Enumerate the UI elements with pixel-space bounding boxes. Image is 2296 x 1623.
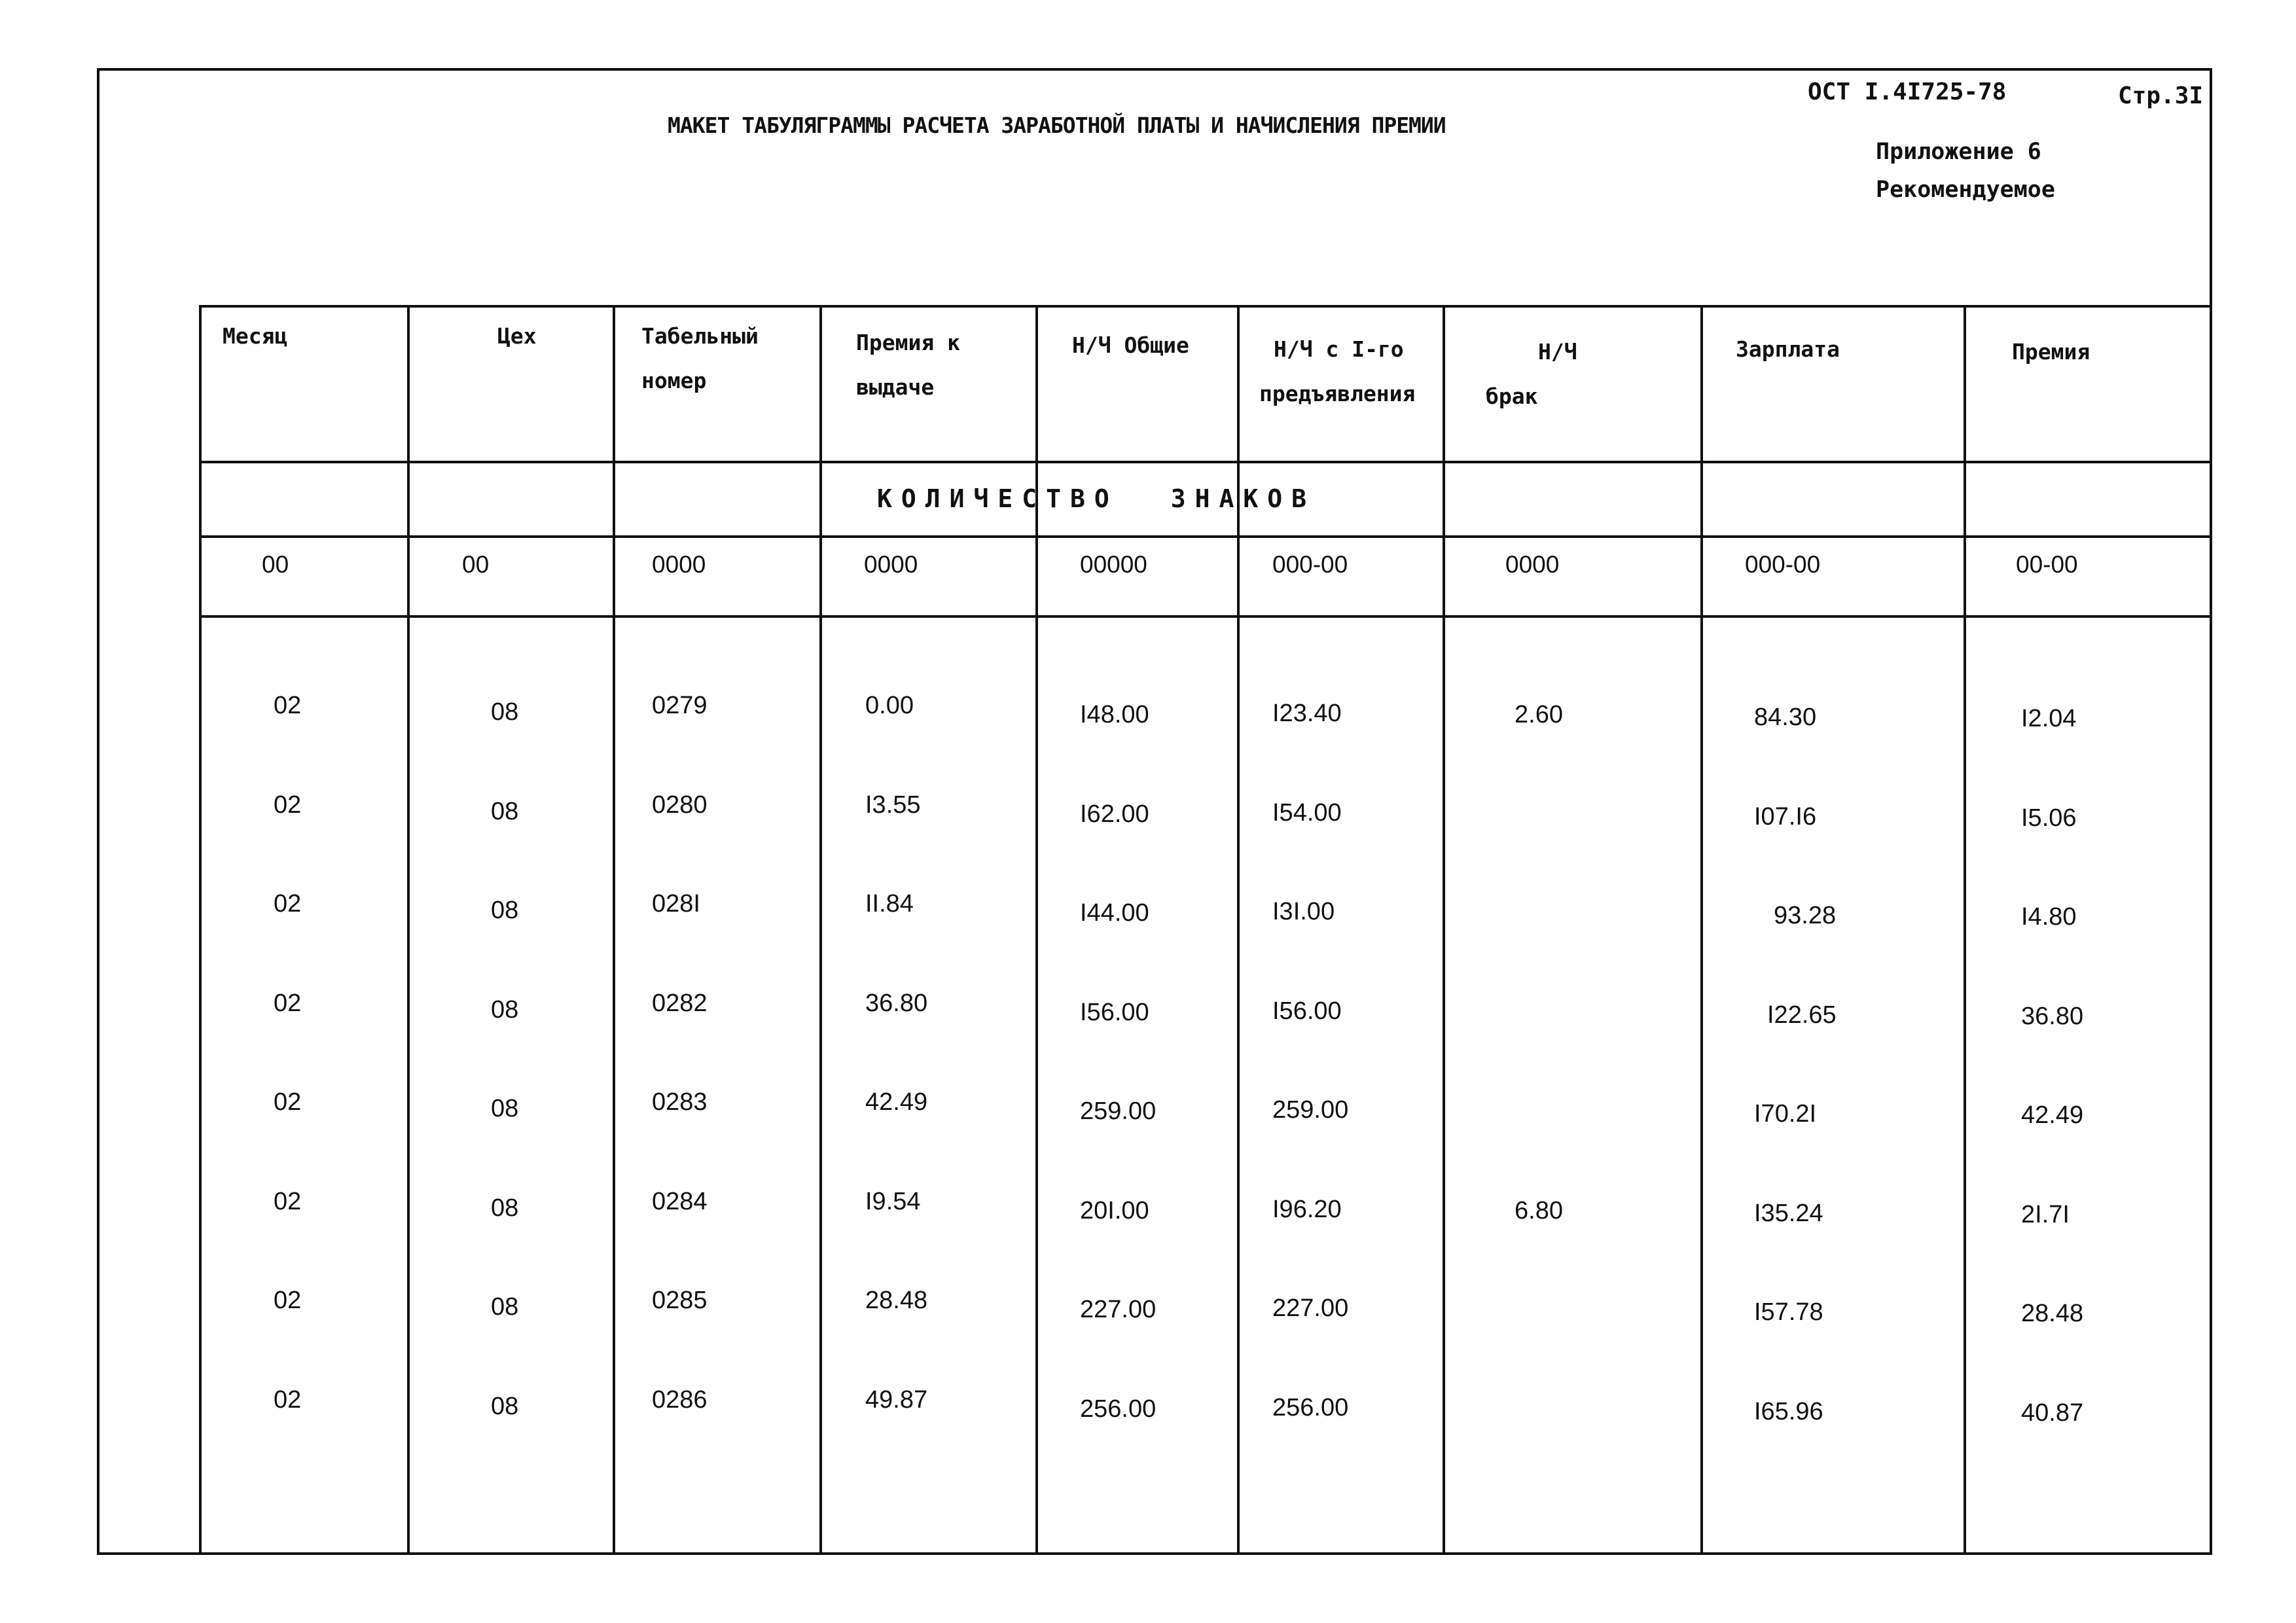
table-cell: I35.24 [1754,1199,1823,1227]
table-cell: 227.00 [1080,1296,1157,1323]
table-cell: 02 [274,791,302,819]
standard-number: ОСТ I.4I725-78 [1808,79,2007,105]
table-cell: I5.06 [2021,804,2077,832]
table-top-rule [199,305,2212,308]
appendix-label: Приложение 6 [1876,139,2041,165]
format-shop: 00 [462,551,490,578]
column-salary-values [1754,635,1837,1461]
table-cell: 08 [491,1194,519,1222]
table-cell: 08 [491,897,519,924]
column-rule [199,305,202,1555]
table-cell: 256.00 [1080,1395,1157,1423]
table-cell: 256.00 [1272,1393,1349,1421]
column-bonus-payout-values [865,623,927,1450]
table-cell: I4.80 [2021,903,2077,931]
table-cell: I23.40 [1272,700,1342,727]
format-tab-number: 0000 [652,551,706,578]
table-cell: I57.78 [1754,1298,1823,1326]
table-cell: 08 [491,1095,519,1122]
table-cell: 02 [274,1187,302,1215]
col-header-bonus: Премия [2012,339,2090,365]
table-cell: I70.2I [1754,1100,1817,1128]
table-cell: II.84 [865,890,914,918]
table-cell: I3I.00 [1272,898,1335,925]
table-cell: 93.28 [1774,902,1837,929]
format-bonus-payout: 0000 [864,551,918,578]
table-cell: 0285 [652,1287,708,1314]
table-cell: 20I.00 [1080,1196,1149,1224]
format-bonus: 00-00 [2016,551,2078,578]
table-cell [1515,996,1563,1029]
table-cell [1515,798,1563,831]
table-cell: I62.00 [1080,800,1149,828]
table-cell: I07.I6 [1754,802,1817,830]
format-row-bottom-rule [199,615,2212,618]
table-cell: 227.00 [1272,1294,1349,1322]
col-header-salary: Зарплата [1736,336,1840,362]
table-cell: 0280 [652,791,708,819]
table-cell: 0282 [652,989,708,1017]
table-cell: I65.96 [1754,1397,1823,1425]
col-header-nh-first: Н/Ч с I-го предъявления [1259,336,1416,406]
table-cell: I56.00 [1080,998,1149,1026]
col-header-shop: Цех [497,323,537,349]
table-cell: 02 [274,989,302,1017]
table-cell: 02 [274,1088,302,1116]
document-title: МАКЕТ ТАБУЛЯГРАММЫ РАСЧЕТА ЗАРАБОТНОЙ ПЛАТЫ И НАЧИСЛЕНИЯ ПРЕМИИ [668,113,1446,138]
column-rule [819,305,822,1555]
table-cell: 0.00 [865,692,914,719]
table-cell: 08 [491,1293,519,1321]
table-cell: I22.65 [1767,1001,1837,1029]
table-cell: 028I [652,890,700,918]
table-cell [1515,1095,1563,1128]
column-rule [613,305,615,1555]
format-month: 00 [262,551,289,578]
table-cell: 02 [274,890,302,918]
table-cell [1515,1293,1563,1327]
table-cell: 0279 [652,692,708,719]
table-cell: 28.48 [2021,1300,2084,1327]
table-cell [1515,897,1563,930]
column-tab-number-values [652,623,708,1450]
table-cell: 42.49 [2021,1101,2084,1129]
table-cell: 259.00 [1080,1097,1157,1125]
table-cell: 0283 [652,1088,708,1116]
table-cell: I2.04 [2021,705,2077,732]
table-cell: 49.87 [865,1385,928,1414]
column-shop-values [491,630,518,1456]
table-cell: 0284 [652,1187,708,1215]
column-nh-defect-values [1515,632,1563,1459]
column-rule [407,305,410,1555]
table-cell: 02 [274,692,302,719]
table-cell: 2I.7I [2021,1200,2070,1228]
header-bottom-rule [199,461,2212,463]
sign-count-label: КОЛИЧЕСТВО ЗНАКОВ [877,484,1316,513]
col-header-nh-defect: Н/Ч брак [1486,339,1577,409]
table-cell: I96.20 [1272,1195,1342,1223]
column-nh-total-values [1080,632,1156,1459]
table-cell: 36.80 [865,989,928,1017]
col-header-nh-total: Н/Ч Общие [1072,332,1189,358]
table-cell: I48.00 [1080,701,1149,728]
table-cell: 08 [491,698,519,726]
table-cell: 02 [274,1287,302,1314]
format-nh-total: 00000 [1080,551,1147,578]
table-cell: I9.54 [865,1187,921,1215]
table-cell: 40.87 [2021,1399,2084,1427]
column-nh-first-values [1272,631,1348,1457]
page-number: Стр.3I [2118,82,2204,109]
table-cell: 28.48 [865,1287,928,1314]
col-header-bonus-payout: Премия к выдаче [856,330,960,400]
table-cell: 84.30 [1754,704,1817,731]
column-rule [2210,305,2212,1555]
table-cell [1515,1393,1563,1426]
table-cell: 0286 [652,1385,708,1414]
table-cell: I56.00 [1272,997,1342,1025]
format-salary: 000-00 [1745,551,1821,578]
table-cell: 08 [491,995,519,1024]
format-nh-first: 000-00 [1272,551,1348,578]
table-cell: 42.49 [865,1088,928,1116]
table-cell: 02 [274,1385,302,1414]
table-cell: 08 [491,797,519,825]
table-cell: I3.55 [865,791,921,819]
table-cell: I54.00 [1272,798,1342,827]
table-cell: 2.60 [1515,701,1563,728]
table-cell: 6.80 [1515,1196,1563,1224]
column-month-values [274,623,301,1450]
column-rule [1700,305,1703,1555]
column-rule [1964,305,1966,1555]
table-cell: 36.80 [2021,1002,2084,1030]
col-header-tab-number: Табельный номер [641,323,759,393]
format-nh-defect: 0000 [1505,551,1560,578]
table-cell: 08 [491,1392,519,1420]
column-rule [1443,305,1445,1555]
recommended-label: Рекомендуемое [1876,177,2055,203]
col-header-month: Месяц [223,323,288,349]
column-bonus-values [2021,636,2083,1463]
table-cell: I44.00 [1080,899,1149,927]
count-row-bottom-rule [199,535,2212,538]
table-cell: 259.00 [1272,1096,1349,1124]
